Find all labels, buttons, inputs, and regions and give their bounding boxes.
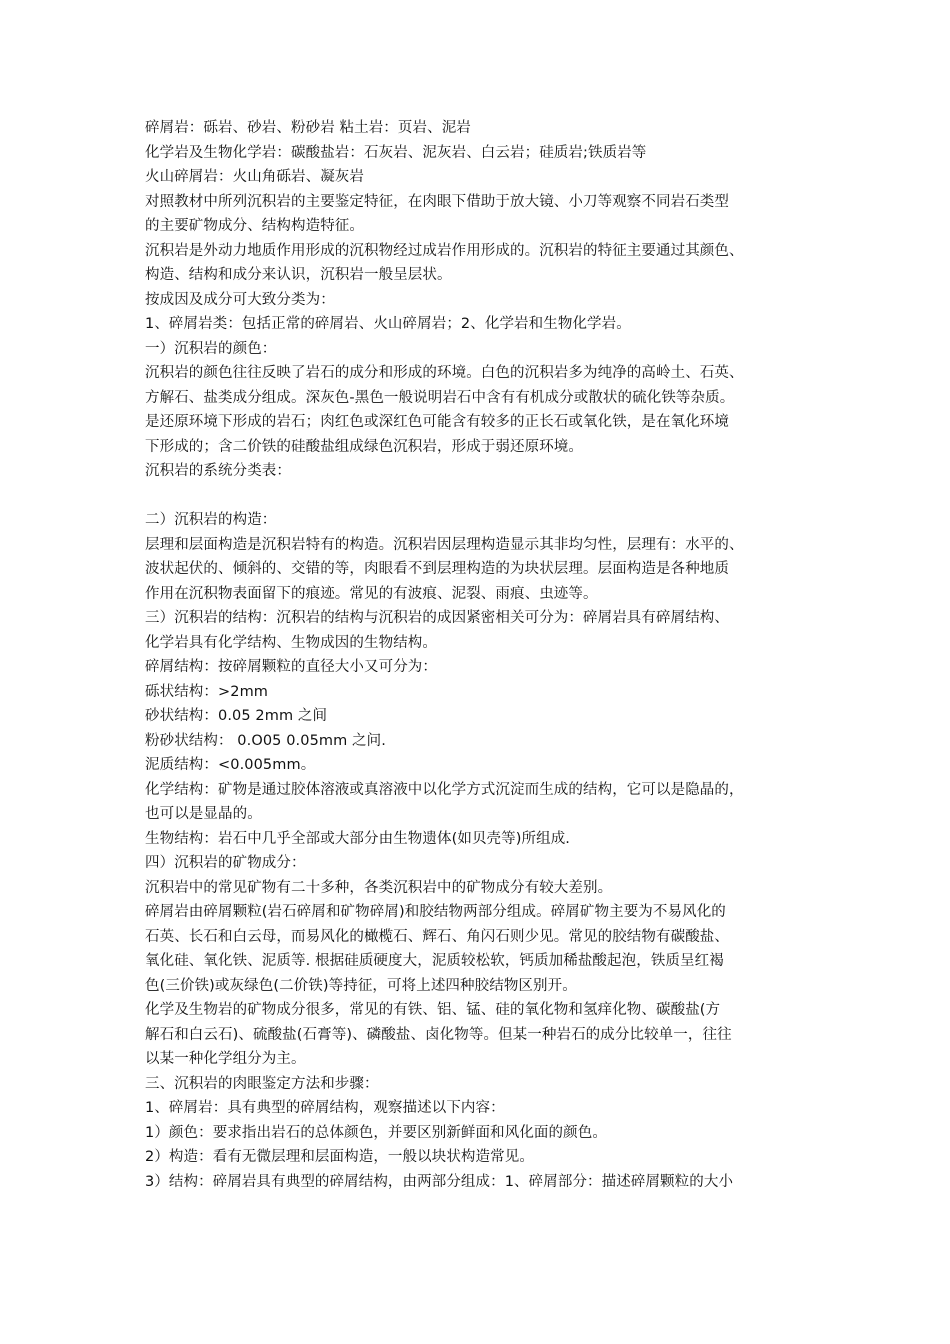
text-line: 碎屑岩：砾岩、砂岩、粉砂岩 粘土岩：页岩、泥岩 bbox=[145, 120, 471, 136]
text-line: 火山碎屑岩：火山角砾岩、凝灰岩 bbox=[145, 169, 364, 185]
document-body bbox=[145, 116, 825, 1194]
text-line: 下形成的；含二价铁的硅酸盐组成绿色沉积岩，形成于弱还原环境。 bbox=[145, 438, 583, 455]
section-heading: 三、沉积岩的肉眼鉴定方法和步骤： bbox=[145, 1075, 379, 1092]
text-line: 生物结构：岩石中几乎全部或大部分由生物遗体(如贝壳等)所组成. bbox=[145, 830, 571, 847]
text-line: 3）结构：碎屑岩具有典型的碎屑结构，由两部分组成：1、碎屑部分：描述碎屑颗粒的大小 bbox=[145, 1173, 734, 1190]
text-line: 构造、结构和成分来认识，沉积岩一般呈层状。 bbox=[145, 267, 452, 283]
text-line: 沉积岩是外动力地质作用形成的沉积物经过成岩作用形成的。沉积岩的特征主要通过其颜色、 bbox=[145, 242, 744, 259]
text-line: 沉积岩的系统分类表： bbox=[145, 463, 291, 479]
text-line: 色(三价铁)或灰绿色(二价铁)等持征，可将上述四种胶结物区别开。 bbox=[145, 977, 577, 994]
text-line: 碎屑岩由碎屑颗粒(岩石碎屑和矿物碎屑)和胶结物两部分组成。碎屑矿物主要为不易风化的 bbox=[145, 904, 726, 920]
section-heading: 二）沉积岩的构造： bbox=[145, 512, 277, 528]
text-line: 碎屑结构：按碎屑颗粒的直径大小又可分为： bbox=[145, 659, 437, 675]
text-line: 化学岩及生物化学岩：碳酸盐岩：石灰岩、泥灰岩、白云岩；硅质岩;铁质岩等 bbox=[145, 144, 647, 161]
text-line: 波状起伏的、倾斜的、交错的等，肉眼看不到层理构造的为块状层理。层面构造是各种地质 bbox=[145, 561, 729, 577]
text-line: 砾状结构：>2mm bbox=[145, 683, 269, 700]
text-line: 沉积岩的颜色往往反映了岩石的成分和形成的环境。白色的沉积岩多为纯净的高岭土、石英、 bbox=[145, 365, 744, 381]
text-line: 的主要矿物成分、结构构造特征。 bbox=[145, 218, 364, 234]
text-line: 对照教材中所列沉积岩的主要鉴定特征，在肉眼下借助于放大镜、小刀等观察不同岩石类型 bbox=[145, 193, 729, 210]
text-line: 按成因及成分可大致分类为： bbox=[145, 291, 335, 308]
blank-line bbox=[145, 484, 825, 509]
text-line: 泥质结构：<0.005mm。 bbox=[145, 757, 316, 773]
text-line: 方解石、盐类成分组成。深灰色-黑色一般说明岩石中含有有机成分或散状的硫化铁等杂质。 bbox=[145, 389, 735, 406]
text-line: 也可以是显晶的。 bbox=[145, 806, 262, 822]
text-line: 以某一种化学组分为主。 bbox=[145, 1051, 306, 1067]
text-line: 粉砂状结构： 0.O05 0.05mm 之问. bbox=[145, 732, 386, 749]
text-line: 作用在沉积物表面留下的痕迹。常见的有波痕、泥裂、雨痕、虫迹等。 bbox=[145, 585, 598, 602]
section-heading: 四）沉积岩的矿物成分： bbox=[145, 855, 306, 871]
text-line: 石英、长石和白云母，而易风化的橄榄石、辉石、角闪石则少见。常见的胶结物有碳酸盐、 bbox=[145, 928, 729, 945]
section-heading: 一）沉积岩的颜色： bbox=[145, 340, 277, 357]
text-line: 1）颜色：要求指出岩石的总体颜色，并要区别新鲜面和风化面的颜色。 bbox=[145, 1124, 607, 1141]
text-line: 层理和层面构造是沉积岩特有的构造。沉积岩因层理构造显示其非均匀性，层理有：水平的、 bbox=[145, 536, 744, 553]
text-line: 是还原环境下形成的岩石；肉红色或深红色可能含有较多的正长石或氧化铁，是在氧化环境 bbox=[145, 414, 729, 430]
text-line: 砂状结构：0.05 2mm 之间 bbox=[145, 708, 328, 724]
text-line: 1、碎屑岩：具有典型的碎屑结构，观察描述以下内容： bbox=[145, 1100, 505, 1116]
text-line: 解石和白云石)、硫酸盐(石膏等)、磷酸盐、卤化物等。但某一种岩石的成分比较单一，往往 bbox=[145, 1026, 732, 1043]
text-line: 2）构造：看有无微层理和层面构造，一般以块状构造常见。 bbox=[145, 1149, 534, 1165]
section-heading: 三）沉积岩的结构：沉积岩的结构与沉积岩的成因紧密相关可分为：碎屑岩具有碎屑结构、 bbox=[145, 610, 729, 626]
text-line: 化学及生物岩的矿物成分很多，常见的有铁、铝、锰、硅的氧化物和氢痒化物、碳酸盐(方 bbox=[145, 1002, 721, 1018]
text-line: 1、碎屑岩类：包括正常的碎屑岩、火山碎屑岩；2、化学岩和生物化学岩。 bbox=[145, 316, 631, 332]
text-line: 沉积岩中的常见矿物有二十多种，各类沉积岩中的矿物成分有较大差别。 bbox=[145, 879, 613, 896]
text-line: 化学结构：矿物是通过胶体溶液或真溶液中以化学方式沉淀而生成的结构，它可以是隐晶的， bbox=[145, 781, 744, 798]
text-line: 化学岩具有化学结构、生物成因的生物结构。 bbox=[145, 634, 437, 651]
text-line: 氧化硅、氧化铁、泥质等. 根据硅质硬度大，泥质较松软，钙质加稀盐酸起泡，铁质呈红褐 bbox=[145, 953, 724, 969]
